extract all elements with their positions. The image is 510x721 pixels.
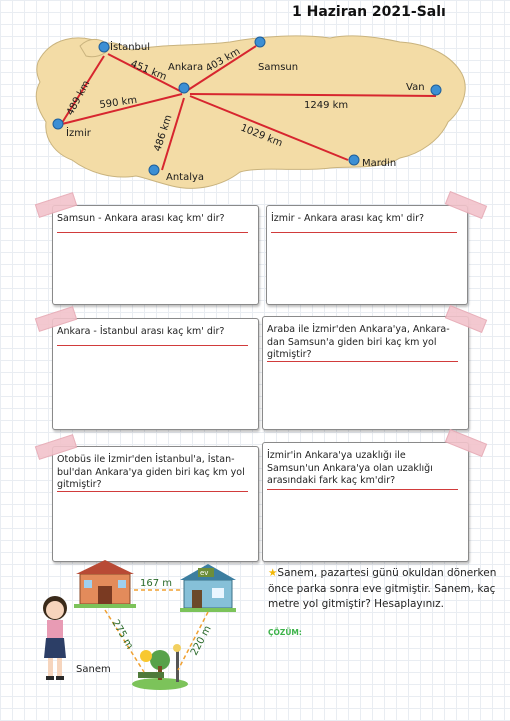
girl-icon bbox=[43, 596, 67, 680]
question-card-1[interactable] bbox=[52, 205, 259, 305]
turkey-land bbox=[36, 36, 465, 188]
solution-label: ÇÖZÜM: bbox=[268, 628, 302, 637]
question-card-2[interactable] bbox=[266, 205, 468, 305]
question-text: İzmir'in Ankara'ya uzaklığı ile Samsun'un Ankara'ya olan uzaklığı arasındaki fark kaç km'dir? bbox=[267, 450, 433, 486]
pin-ankara bbox=[179, 83, 189, 93]
answer-line bbox=[271, 232, 457, 233]
answer-line bbox=[57, 345, 248, 346]
turkey-map bbox=[0, 22, 480, 200]
problem-text: Sanem, pazartesi günü okuldan dönerken önce parka sonra eve gitmiştir. Sanem, kaç metre yol gitmiştir? Hesaplayınız. bbox=[268, 567, 497, 610]
answer-line bbox=[267, 489, 458, 490]
dist-samsun-ankara: 403 km bbox=[204, 46, 243, 75]
house-icon bbox=[180, 564, 236, 612]
dist-istanbul-ankara: 451 km bbox=[128, 58, 169, 83]
question-card-4[interactable] bbox=[262, 316, 469, 430]
question-text: Otobüs ile İzmir'den İstanbul'a, İstan-bul'dan Ankara'ya giden biri kaç km yol gitmiştir? bbox=[57, 454, 245, 490]
pin-mardin bbox=[349, 155, 359, 165]
dist-izmir-istanbul: 489 km bbox=[64, 78, 93, 118]
dist-home-park: 220 m bbox=[188, 623, 214, 658]
answer-line bbox=[57, 232, 248, 233]
label-izmir: İzmir bbox=[66, 128, 91, 139]
home-label: ev bbox=[200, 569, 209, 577]
pin-izmir bbox=[53, 119, 63, 129]
word-problem bbox=[268, 566, 504, 613]
dist-izmir-ankara: 590 km bbox=[98, 94, 138, 111]
dist-van-ankara: 1249 km bbox=[304, 100, 349, 111]
label-antalya: Antalya bbox=[166, 172, 205, 183]
question-card-3[interactable] bbox=[52, 318, 259, 430]
girl-name: Sanem bbox=[76, 664, 111, 675]
question-text: Araba ile İzmir'den Ankara'ya, Ankara-dan Samsun'a giden biri kaç km yol gitmiştir? bbox=[267, 324, 450, 360]
label-samsun: Samsun bbox=[258, 62, 299, 73]
question-text: Samsun - Ankara arası kaç km' dir? bbox=[57, 213, 225, 224]
pin-istanbul bbox=[99, 42, 109, 52]
question-card-5[interactable] bbox=[52, 446, 259, 562]
label-mardin: Mardin bbox=[362, 158, 397, 169]
pin-samsun bbox=[255, 37, 265, 47]
label-ankara: Ankara bbox=[168, 62, 204, 73]
dist-mardin-ankara: 1029 km bbox=[238, 122, 284, 150]
pin-antalya bbox=[149, 165, 159, 175]
answer-line bbox=[267, 361, 458, 362]
question-text: İzmir - Ankara arası kaç km' dir? bbox=[271, 213, 425, 224]
dist-school-park: 275 m bbox=[109, 618, 135, 652]
school-icon bbox=[74, 560, 136, 608]
question-card-6[interactable] bbox=[262, 442, 469, 562]
answer-line bbox=[57, 491, 248, 492]
dist-antalya-ankara: 486 km bbox=[152, 113, 175, 153]
star-icon: ★ bbox=[268, 567, 278, 579]
pin-van bbox=[431, 85, 441, 95]
route-scene bbox=[20, 560, 250, 700]
question-text: Ankara - İstanbul arası kaç km' dir? bbox=[57, 326, 225, 337]
park-icon bbox=[132, 644, 188, 690]
label-istanbul: İstanbul bbox=[110, 42, 151, 53]
date-title: 1 Haziran 2021-Salı bbox=[292, 4, 446, 20]
label-van: Van bbox=[406, 82, 425, 93]
dist-school-home: 167 m bbox=[140, 578, 173, 589]
